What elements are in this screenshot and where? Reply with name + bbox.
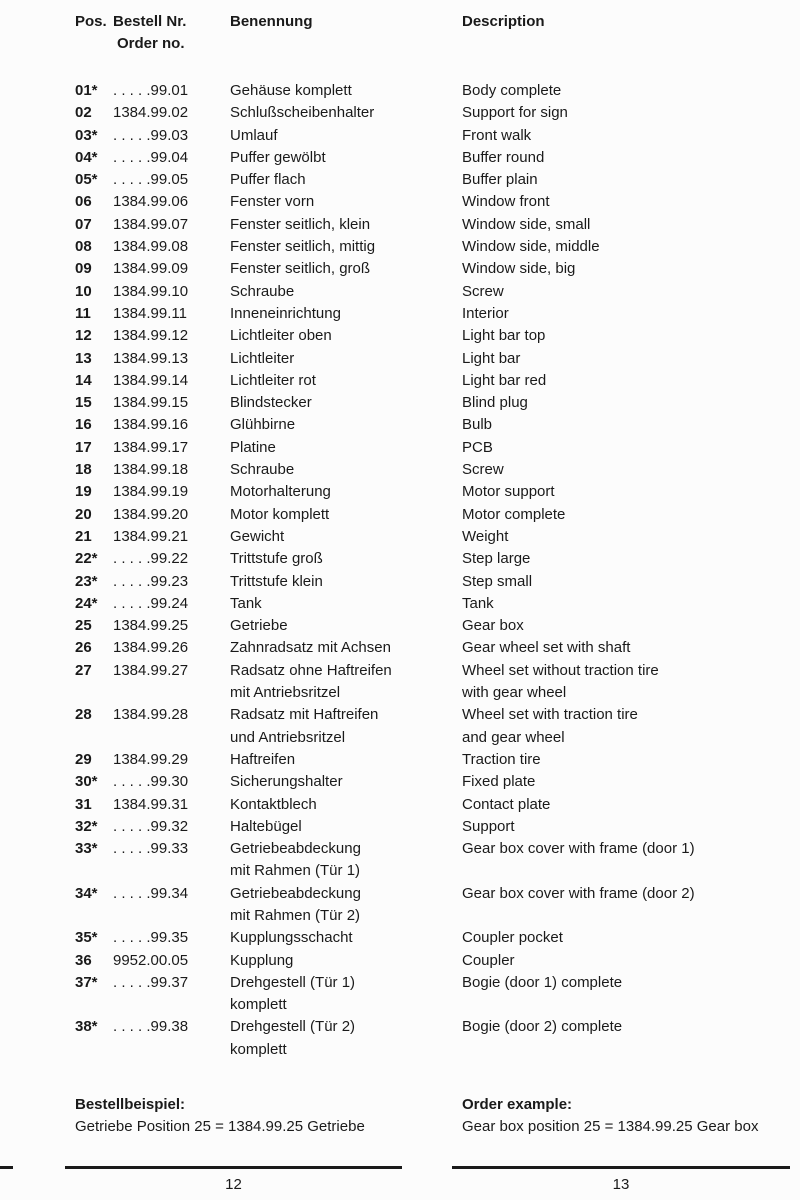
order-no-cell: 1384.99.07 [113, 215, 189, 233]
table-row-line [0, 816, 800, 838]
pos-cell: 21 [75, 527, 92, 545]
pos-cell: 31 [75, 795, 92, 813]
order-no-cell: . . . . .99.33 [113, 840, 189, 858]
table-row-line [0, 459, 800, 481]
pos-cell: 33* [75, 840, 98, 858]
order-no-cell: 1384.99.13 [113, 349, 189, 367]
name-en-cell: Interior [462, 304, 509, 322]
table-row-line [0, 303, 800, 325]
order-no-cell: 1384.99.20 [113, 505, 189, 523]
name-de-cell: mit Antriebsritzel [230, 684, 341, 702]
pos-cell: 06 [75, 193, 92, 211]
name-en-cell: Bogie (door 2) complete [462, 1018, 623, 1036]
order-no-cell: 1384.99.10 [113, 282, 189, 300]
name-en-cell: and gear wheel [462, 728, 565, 746]
name-de-cell: mit Rahmen (Tür 1) [230, 862, 361, 880]
parts-table-lines [0, 80, 800, 1061]
pos-cell: 22* [75, 550, 98, 568]
header-order-de: Bestell Nr. [113, 13, 187, 30]
order-example-title-de: Bestellbeispiel: [75, 1096, 186, 1113]
name-en-cell: Blind plug [462, 394, 528, 412]
name-en-cell: Coupler [462, 951, 515, 969]
table-row-line [0, 370, 800, 392]
name-de-cell: Motor komplett [230, 505, 330, 523]
table-row-line [0, 660, 800, 682]
name-en-cell: Motor support [462, 483, 555, 501]
order-no-cell: 1384.99.25 [113, 617, 189, 635]
name-de-cell: Fenster seitlich, klein [230, 215, 371, 233]
name-de-cell: Platine [230, 438, 276, 456]
name-de-cell: Gehäuse komplett [230, 82, 352, 99]
pos-cell: 07 [75, 215, 92, 233]
pos-cell: 09 [75, 260, 92, 278]
order-no-cell: 1384.99.18 [113, 461, 189, 479]
name-en-cell: Window front [462, 193, 550, 211]
pos-cell: 27 [75, 661, 92, 679]
pos-cell: 28 [75, 706, 92, 724]
name-de-cell: komplett [230, 1040, 287, 1058]
table-row-line [0, 972, 800, 994]
name-en-cell: with gear wheel [462, 684, 567, 702]
pos-cell: 19 [75, 483, 92, 501]
name-en-cell: PCB [462, 438, 493, 456]
name-de-cell: Haftreifen [230, 750, 296, 768]
pos-cell: 23* [75, 572, 98, 590]
table-row-line [0, 883, 800, 905]
table-row-line [0, 771, 800, 793]
pos-cell: 17 [75, 438, 92, 456]
order-no-cell: . . . . .99.38 [113, 1018, 189, 1036]
page-number-left: 12 [225, 1176, 242, 1193]
name-de-cell: Getriebeabdeckung [230, 884, 361, 902]
pos-cell: 38* [75, 1018, 98, 1036]
table-row-line [0, 794, 800, 816]
name-en-cell: Contact plate [462, 795, 551, 813]
name-de-cell: Lichtleiter oben [230, 327, 332, 345]
table-row-line [0, 147, 800, 169]
table-row-line [0, 102, 800, 124]
name-de-cell: Trittstufe klein [230, 572, 323, 590]
order-no-cell: . . . . .99.34 [113, 884, 189, 902]
name-de-cell: Fenster vorn [230, 193, 315, 211]
pos-cell: 15 [75, 394, 92, 412]
table-row-line [0, 682, 800, 704]
table-row-line [0, 348, 800, 370]
name-de-cell: Getriebeabdeckung [230, 840, 361, 858]
table-row-line [0, 727, 800, 749]
name-en-cell: Window side, big [462, 260, 576, 278]
table-row-line [0, 749, 800, 771]
table-row-line [0, 214, 800, 236]
name-en-cell: Support [462, 817, 515, 835]
order-no-cell: . . . . .99.01 [113, 82, 189, 99]
pos-cell: 29 [75, 750, 92, 768]
name-de-cell: Gewicht [230, 527, 285, 545]
table-row-line [0, 504, 800, 526]
name-en-cell: Gear box cover with frame (door 2) [462, 884, 695, 902]
order-no-cell: . . . . .99.04 [113, 148, 189, 166]
table-row-line [0, 615, 800, 637]
table-row-line [0, 950, 800, 972]
table-row-line [0, 526, 800, 548]
table-row-line [0, 593, 800, 615]
name-en-cell: Front walk [462, 126, 532, 144]
name-de-cell: Fenster seitlich, mittig [230, 238, 376, 256]
table-row-line [0, 392, 800, 414]
name-de-cell: Glühbirne [230, 416, 296, 434]
name-en-cell: Step small [462, 572, 533, 590]
table-row-line [0, 191, 800, 213]
footer-rule-left [65, 1166, 402, 1169]
table-row-line [0, 927, 800, 949]
name-en-cell: Wheel set without traction tire [462, 661, 659, 679]
order-no-cell: 1384.99.02 [113, 104, 189, 122]
order-no-cell: 1384.99.06 [113, 193, 189, 211]
name-de-cell: Fenster seitlich, groß [230, 260, 371, 278]
order-no-cell: . . . . .99.23 [113, 572, 189, 590]
pos-cell: 20 [75, 505, 92, 523]
name-de-cell: Lichtleiter [230, 349, 295, 367]
order-no-cell: . . . . .99.30 [113, 773, 189, 791]
order-no-cell: 9952.00.05 [113, 951, 189, 969]
order-no-cell: 1384.99.15 [113, 394, 189, 412]
name-de-cell: Radsatz ohne Haftreifen [230, 661, 392, 679]
pos-cell: 26 [75, 639, 92, 657]
header-pos: Pos. [75, 13, 107, 30]
pos-cell: 16 [75, 416, 92, 434]
table-row-line [0, 481, 800, 503]
order-no-cell: . . . . .99.37 [113, 973, 189, 991]
name-de-cell: Schraube [230, 282, 295, 300]
pos-cell: 36 [75, 951, 92, 969]
table-row-line [0, 258, 800, 280]
order-no-cell: 1384.99.09 [113, 260, 189, 278]
pos-cell: 37* [75, 973, 98, 991]
name-de-cell: Radsatz mit Haftreifen [230, 706, 379, 724]
table-header [0, 11, 800, 56]
name-en-cell: Weight [462, 527, 509, 545]
pos-cell: 18 [75, 461, 92, 479]
name-de-cell: Puffer flach [230, 171, 306, 189]
name-en-cell: Light bar red [462, 371, 547, 389]
table-row-line [0, 236, 800, 258]
order-no-cell: 1384.99.11 [113, 304, 187, 322]
name-de-cell: Inneneinrichtung [230, 304, 341, 322]
table-row-line [0, 325, 800, 347]
pos-cell: 13 [75, 349, 92, 367]
order-example-block [0, 1094, 800, 1139]
name-en-cell: Traction tire [462, 750, 541, 768]
pos-cell: 01* [75, 82, 98, 99]
order-no-cell: 1384.99.14 [113, 371, 189, 389]
name-en-cell: Tank [462, 594, 494, 612]
header-order-en: Order no. [117, 35, 185, 53]
page-number-right: 13 [612, 1176, 630, 1193]
name-en-cell: Step large [462, 550, 531, 568]
pos-cell: 02 [75, 104, 92, 122]
name-de-cell: Kupplung [230, 951, 294, 969]
table-row-line [0, 704, 800, 726]
header-name-en: Description [462, 13, 545, 30]
order-no-cell: . . . . .99.22 [113, 550, 189, 568]
order-no-cell: 1384.99.27 [113, 661, 189, 679]
name-de-cell: und Antriebsritzel [230, 728, 346, 746]
name-de-cell: Trittstufe groß [230, 550, 323, 568]
name-en-cell: Window side, middle [462, 238, 600, 256]
order-no-cell: 1384.99.12 [113, 327, 189, 345]
table-row-line [0, 571, 800, 593]
table-row-line [0, 281, 800, 303]
order-no-cell: . . . . .99.35 [113, 929, 189, 947]
order-no-cell: 1384.99.28 [113, 706, 189, 724]
name-en-cell: Light bar [462, 349, 521, 367]
order-example-text-en: Gear box position 25 = 1384.99.25 Gear box [462, 1118, 759, 1136]
name-en-cell: Screw [462, 461, 504, 479]
name-en-cell: Gear box cover with frame (door 1) [462, 840, 695, 858]
name-de-cell: Kontaktblech [230, 795, 317, 813]
name-de-cell: Kupplungsschacht [230, 929, 353, 947]
table-row-line [0, 838, 800, 860]
header-name-de: Benennung [230, 13, 313, 30]
order-no-cell: 1384.99.26 [113, 639, 189, 657]
pos-cell: 25 [75, 617, 92, 635]
table-row-line [0, 1016, 800, 1038]
order-no-cell: 1384.99.08 [113, 238, 189, 256]
name-de-cell: Umlauf [230, 126, 278, 144]
name-en-cell: Buffer plain [462, 171, 538, 189]
pos-cell: 32* [75, 817, 98, 835]
name-en-cell: Support for sign [462, 104, 568, 122]
name-en-cell: Gear wheel set with shaft [462, 639, 631, 657]
order-no-cell: 1384.99.31 [113, 795, 189, 813]
table-row-line [0, 1039, 800, 1061]
name-en-cell: Body complete [462, 82, 562, 99]
table-row-line [0, 994, 800, 1016]
name-de-cell: Zahnradsatz mit Achsen [230, 639, 391, 657]
order-no-cell: . . . . .99.24 [113, 594, 189, 612]
pos-cell: 34* [75, 884, 98, 902]
name-en-cell: Fixed plate [462, 773, 536, 791]
name-en-cell: Wheel set with traction tire [462, 706, 638, 724]
name-de-cell: Blindstecker [230, 394, 312, 412]
pos-cell: 04* [75, 148, 98, 166]
page-edge-mark [0, 1166, 13, 1170]
name-de-cell: Sicherungshalter [230, 773, 343, 791]
name-en-cell: Light bar top [462, 327, 546, 345]
pos-cell: 12 [75, 327, 92, 345]
footer-rule-right [452, 1166, 790, 1169]
table-row-line [0, 80, 800, 102]
name-de-cell: Drehgestell (Tür 1) [230, 973, 356, 991]
table-row-line [0, 860, 800, 882]
order-no-cell: 1384.99.17 [113, 438, 189, 456]
order-no-cell: . . . . .99.32 [113, 817, 189, 835]
order-no-cell: 1384.99.16 [113, 416, 189, 434]
name-de-cell: Drehgestell (Tür 2) [230, 1018, 356, 1036]
name-de-cell: mit Rahmen (Tür 2) [230, 906, 361, 924]
pos-cell: 24* [75, 594, 98, 612]
pos-cell: 11 [75, 304, 91, 322]
name-en-cell: Screw [462, 282, 504, 300]
table-row-line [0, 437, 800, 459]
pos-cell: 05* [75, 171, 98, 189]
order-no-cell: 1384.99.29 [113, 750, 189, 768]
name-de-cell: Lichtleiter rot [230, 371, 316, 389]
order-no-cell: 1384.99.19 [113, 483, 189, 501]
name-en-cell: Bulb [462, 416, 493, 434]
name-en-cell: Buffer round [462, 148, 545, 166]
name-en-cell: Coupler pocket [462, 929, 563, 947]
name-en-cell: Bogie (door 1) complete [462, 973, 623, 991]
name-de-cell: Schraube [230, 461, 295, 479]
pos-cell: 35* [75, 929, 98, 947]
order-no-cell: . . . . .99.03 [113, 126, 189, 144]
pos-cell: 03* [75, 126, 98, 144]
name-de-cell: Tank [230, 594, 262, 612]
pos-cell: 14 [75, 371, 92, 389]
order-no-cell: . . . . .99.05 [113, 171, 189, 189]
order-example-title-en: Order example: [462, 1096, 573, 1113]
name-en-cell: Motor complete [462, 505, 566, 523]
table-row-line [0, 125, 800, 147]
name-de-cell: Motorhalterung [230, 483, 331, 501]
name-de-cell: komplett [230, 996, 287, 1014]
order-no-cell: 1384.99.21 [113, 527, 189, 545]
name-en-cell: Window side, small [462, 215, 591, 233]
table-row-line [0, 905, 800, 927]
table-row-line [0, 414, 800, 436]
order-example-text-de: Getriebe Position 25 = 1384.99.25 Getriebe [75, 1118, 365, 1136]
name-de-cell: Haltebügel [230, 817, 302, 835]
pos-cell: 10 [75, 282, 92, 300]
name-en-cell: Gear box [462, 617, 524, 635]
pos-cell: 30* [75, 773, 98, 791]
table-row-line [0, 637, 800, 659]
name-de-cell: Getriebe [230, 617, 288, 635]
name-de-cell: Puffer gewölbt [230, 148, 326, 166]
pos-cell: 08 [75, 238, 92, 256]
table-row-line [0, 169, 800, 191]
name-de-cell: Schlußscheibenhalter [230, 104, 375, 122]
table-row-line [0, 548, 800, 570]
